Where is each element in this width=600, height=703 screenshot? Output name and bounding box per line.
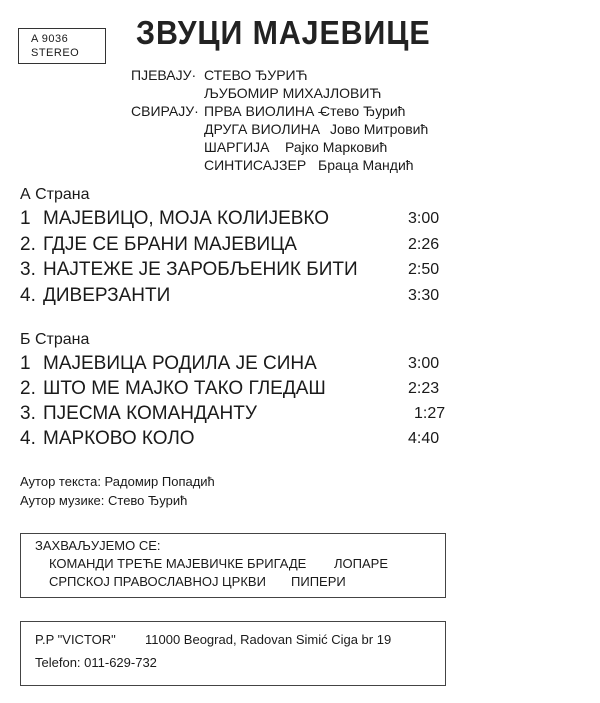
musician-2-name: Јово Митровић [330, 121, 429, 137]
track-duration: 2:26 [408, 236, 440, 253]
vocals-label: ПЈЕВАЈУ· [131, 67, 197, 83]
publisher-name: P.P "VICTOR" [35, 632, 116, 647]
catalog-format: STEREO [31, 47, 80, 59]
thanks-line-1: КОМАНДИ ТРЕЋЕ МАЈЕВИЧКЕ БРИГАДЕ [49, 556, 307, 571]
musician-2-instrument: ДРУГА ВИОЛИНА [204, 121, 321, 137]
thanks-line-2: СРПСКОЈ ПРАВОСЛАВНОЈ ЦРКВИ [49, 574, 266, 589]
track-duration: 1:27 [414, 405, 446, 422]
musician-3-instrument: ШАРГИЈА [204, 139, 270, 155]
track-number: 4. [20, 285, 36, 306]
track-title: ПЈЕСМА КОМАНДАНТУ [43, 403, 257, 424]
track-title: МАЈЕВИЦО, МОЈА КОЛИЈЕВКО [43, 208, 330, 229]
track-title: ШТО МЕ МАЈКО ТАКО ГЛЕДАШ [43, 378, 326, 399]
musician-4-instrument: СИНТИСАЈЗЕР [204, 157, 307, 173]
track-duration: 2:50 [408, 261, 440, 278]
singer-2: ЉУБОМИР МИХАЈЛОВИЋ [204, 85, 382, 101]
side-a-heading: А Страна [20, 186, 90, 203]
track-duration: 2:23 [408, 380, 440, 397]
track-title: МАРКОВО КОЛО [43, 428, 195, 449]
album-title: ЗВУЦИ МАЈЕВИЦЕ [136, 14, 431, 51]
track-number: 3. [20, 259, 36, 280]
track-number: 2. [20, 234, 36, 255]
track-duration: 3:00 [408, 210, 440, 227]
musician-1-name: Стево Ђурић [320, 103, 406, 119]
track-title: ДИВЕРЗАНТИ [43, 285, 171, 306]
music-author: Аутор музике: Стево Ђурић [20, 493, 188, 508]
thanks-line-1-place: ЛОПАРЕ [334, 556, 388, 571]
track-number: 1 [20, 208, 31, 229]
track-duration: 3:30 [408, 287, 440, 304]
track-number: 4. [20, 428, 36, 449]
publisher-box [20, 621, 446, 686]
track-number: 1 [20, 353, 31, 374]
track-duration: 4:40 [408, 430, 440, 447]
musician-3-name: Рајко Марковић [285, 139, 388, 155]
publisher-address: 11000 Beograd, Radovan Simić Ciga br 19 [145, 632, 392, 647]
thanks-line-2-place: ПИПЕРИ [291, 574, 346, 589]
musician-1-instrument: ПРВА ВИОЛИНА – [204, 103, 327, 119]
side-b-heading: Б Страна [20, 331, 90, 348]
thanks-box [20, 533, 446, 598]
catalog-number: A 9036 [31, 33, 69, 45]
musicians-label: СВИРАЈУ· [131, 103, 199, 119]
musician-4-name: Браца Мандић [318, 157, 414, 173]
track-number: 3. [20, 403, 36, 424]
track-title: ГДЈЕ СЕ БРАНИ МАЈЕВИЦА [43, 234, 297, 255]
track-duration: 3:00 [408, 355, 440, 372]
track-title: НАЈТЕЖЕ ЈЕ ЗАРОБЉЕНИК БИТИ [43, 259, 358, 280]
lyrics-author: Аутор текста: Радомир Попадић [20, 474, 215, 489]
catalog-box [18, 28, 106, 64]
thanks-heading: ЗАХВАЉУЈЕМО СЕ: [35, 538, 161, 553]
track-title: МАЈЕВИЦА РОДИЛА ЈЕ СИНА [43, 353, 317, 374]
publisher-phone: Telefon: 011-629-732 [35, 655, 157, 670]
singer-1: СТЕВО ЂУРИЋ [204, 67, 308, 83]
track-number: 2. [20, 378, 36, 399]
